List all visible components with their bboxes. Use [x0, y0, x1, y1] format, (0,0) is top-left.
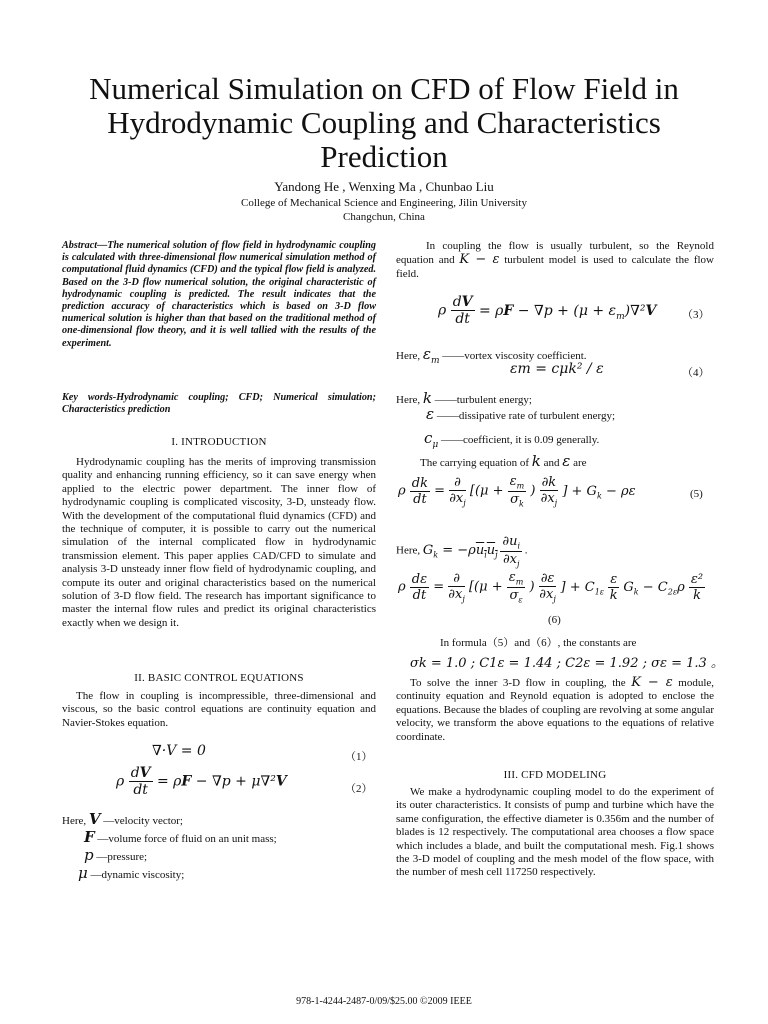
definition-mu: μ —dynamic viscosity;: [78, 864, 185, 882]
symbol-K-epsilon: K − ε: [459, 252, 500, 268]
equation-2-number: （2）: [345, 783, 373, 795]
symbol-k: k: [422, 389, 432, 407]
equation-3-number: （3）: [682, 309, 710, 321]
equation-1: ∇·V = 0: [152, 743, 206, 759]
equation-1-number: （1）: [345, 751, 373, 763]
copyright-footer: 978-1-4244-2487-0/09/$25.00 ©2009 IEEE: [296, 996, 472, 1007]
author-list: Yandong He , Wenxing Ma , Chunbao Liu: [274, 179, 494, 194]
equation-6: ρ $\frac{d\varepsilon}{dt}$ = $\frac{\partial}{\partial x_j}$ [(μ + $\frac{\varepsilon_m}{\sigma_\varepsilon}$ ) $\frac{\partial\varepsilon}{\partial x_j}$ ] + $C_{1\varepsilon}$ $\frac{\varepsilon}{k}$ $G_k - C_{2\varepsilon}\rho$ $\frac{\text{ε²}}{k}$: [398, 570, 704, 605]
symbol-epsilon: ε: [426, 405, 435, 423]
definition-k: Here, k ——turbulent energy;: [396, 389, 532, 407]
section-1-body: [62, 456, 376, 630]
section-2-body: [62, 690, 376, 730]
carrying-equation-intro: The carrying equation of k and ε are: [420, 452, 587, 470]
symbol-mu: μ: [78, 864, 88, 882]
definition-Gk: Here, $G_k = -\rho u_iu_j$ $\frac{\partial u_i}{\partial x_j}$ .: [396, 534, 528, 569]
definition-V: Here, V —velocity vector;: [62, 810, 183, 828]
section-3-heading: III. CFD MODELING: [503, 769, 607, 781]
fraction-dV-dt-3: $\frac{dV}{dt}$: [452, 294, 473, 327]
paper-title: Numerical Simulation on CFD of Flow Field in Hydrodynamic Coupling and Characteristics Prediction: [89, 71, 679, 174]
section-2-paragraph: The flow in coupling is incompressible, three-dimensional and viscous, so the basic control equations are continuity equation and Navier-Stokes equation.: [62, 690, 376, 729]
definition-p: p —pressure;: [84, 846, 148, 864]
section-2-heading: II. BASIC CONTROL EQUATIONS: [134, 672, 304, 684]
section-3-paragraph: We make a hydrodynamic coupling model to do the experiment of its outer characteristics. It consists of pump and turbine which have the same configuration, the effective diameter is 0.356m and the number of blades is 12 respectively. The computational area chooses a flow space which includes a blade, and built the computational mesh. Fig.1 shows the 3-D model of coupling and the mesh model of the flow space, with the number of mesh cell 117250 respectively.: [396, 786, 714, 879]
formula-constants-intro: In formula（5）and（6）, the constants are: [440, 637, 637, 649]
definition-cmu: $c_\mu$ ——coefficient, it is 0.09 generally.: [424, 429, 600, 450]
symbol-V: V: [88, 810, 101, 828]
section-3-body: [396, 786, 714, 880]
symbol-c-mu: $c_\mu$: [424, 429, 439, 450]
affiliation-line-1: College of Mechanical Science and Engineering, Jilin University: [241, 197, 527, 209]
affiliation: [0, 197, 768, 224]
keywords: Key words-Hydrodynamic coupling; CFD; Numerical simulation; Characteristics prediction: [62, 392, 376, 416]
equation-3: ρ $\frac{dV}{dt}$ = $\rho F - \nabla p + (\mu + \varepsilon_m)\nabla^2V$: [438, 294, 657, 327]
abstract: Abstract—The numerical solution of flow field in hydrodynamic coupling is calculated with three-dimensional flow numerical simulation method of computational fluid dynamics (CFD) and the typical flow field is analyzed. Based on the 3-D flow numerical solution, the original characteristic of hydrodynamic coupling is predicted. The result indicates that the prediction accuracy of characteristics which is based on 3-D flow numerical solution is higher than that based on the traditional method of one-dimensional flow theory, and it is well tallied with the results of the experiment.: [62, 240, 376, 349]
solve-paragraph: To solve the inner 3-D flow in coupling, the K − ε module, continuity equation and Reynold equation is adopted to enclose the equations. Because the blades of coupling are revolving at some angular velocity, we transform the above equations to the equations of relative coordinate.: [396, 675, 715, 743]
definition-epsilon: ε ——dissipative rate of turbulent energy;: [426, 405, 616, 423]
equation-5-number: (5): [690, 488, 703, 500]
equation-5: ρ $\frac{dk}{dt}$ = $\frac{\partial}{\partial x_j}$ [(μ + $\frac{\varepsilon_m}{\sigma_k}$ ) $\frac{\partial k}{\partial x_j}$ ] + $G_k - \rho\varepsilon$: [398, 474, 636, 509]
fraction-dV-dt: $\frac{dV}{dt}$: [130, 765, 151, 798]
symbol-epsilon-m: $\varepsilon_m$: [422, 345, 440, 366]
definition-em: Here, $\varepsilon_m$ ——vortex viscosity coefficient.: [396, 345, 587, 366]
symbol-p: p: [84, 846, 94, 864]
equation-4-number: （4）: [682, 367, 710, 379]
section-1-paragraph: Hydrodynamic coupling has the merits of improving transmission quality and enhancing running efficiency, so it can save energy when applied to the electric power department. The inner flow of hydrodynamic coupling is complicated viscosity, 3-D, unsteady flow. With the development of the computational fluid dynamics (CFD) and the technique of computer, it is possible to carry out the numerical simulation of the internal complicated flow in hydrodynamic transmission element. This paper applies CAD/CFD to simulate and analysis 3-D unsteady inner flow field of hydrodynamic coupling, and compute its outer and original characteristics based on the numerical solution of 3-D flow field. The research has important significance to master the internal flow rules and predict its original characteristics exactly when we design it.: [62, 456, 376, 629]
right-intro: In coupling the flow is usually turbulent, so the Reynold equation and K − ε turbulent model is used to calculate the flow field.: [396, 240, 714, 280]
equation-6-number: (6): [548, 614, 561, 626]
symbol-F: F: [84, 828, 95, 846]
equation-2: ρ $\frac{dV}{dt}$ = ρF − ∇p + μ∇²V: [116, 765, 287, 798]
affiliation-line-2: Changchun, China: [343, 210, 425, 223]
equation-4: εm = cμk² / ε: [510, 361, 604, 377]
definition-F: F —volume force of fluid on an unit mass;: [84, 828, 277, 846]
section-1-heading: I. INTRODUCTION: [171, 436, 267, 448]
constants-values: σk = 1.0 ; C1ε = 1.44 ; C2ε = 1.92 ; σε = 1.3 。: [410, 656, 724, 671]
